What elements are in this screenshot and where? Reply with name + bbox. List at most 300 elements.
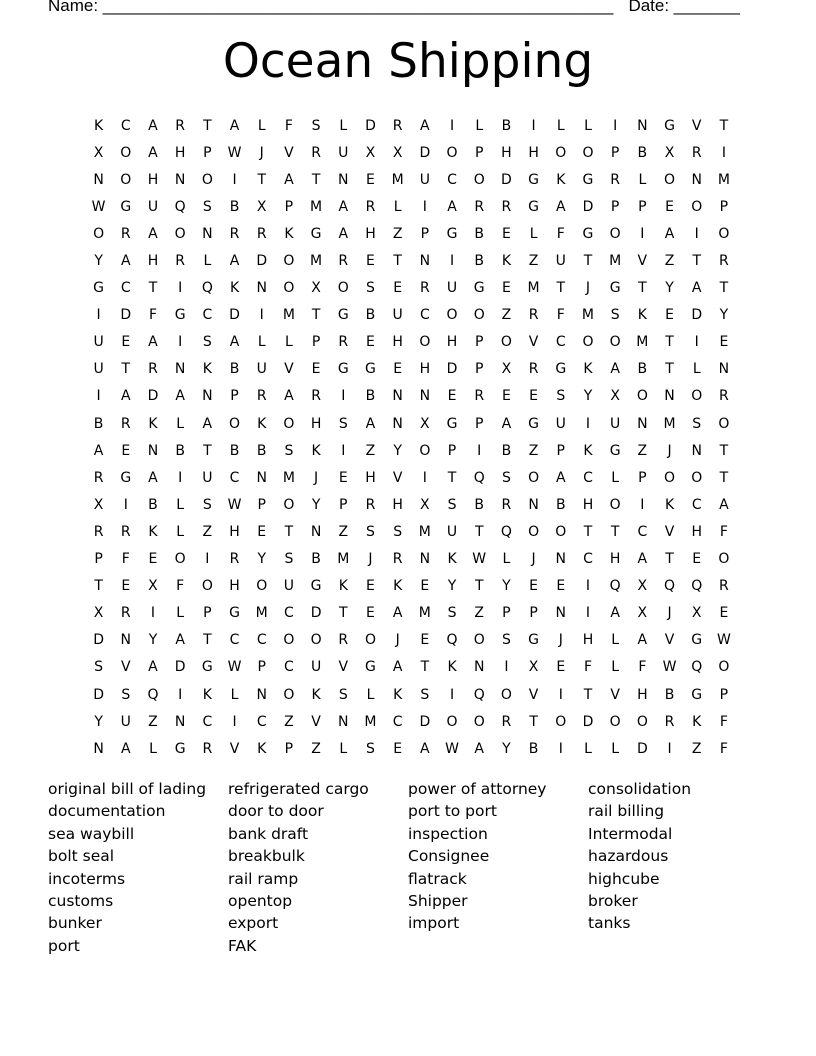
- grid-letter: N: [174, 171, 186, 188]
- grid-letter: K: [447, 659, 457, 676]
- word-list-item: export: [228, 914, 279, 933]
- grid-letter: N: [473, 659, 485, 676]
- grid-letter: S: [447, 496, 457, 513]
- grid-letter: N: [419, 253, 431, 270]
- grid-letter: E: [393, 280, 403, 297]
- grid-letter: Z: [148, 713, 158, 730]
- grid-letter: O: [174, 225, 186, 242]
- grid-letter: T: [719, 280, 729, 297]
- grid-letter: O: [528, 523, 540, 540]
- word-list-item: refrigerated cargo: [228, 780, 369, 798]
- grid-letter: A: [148, 117, 158, 134]
- grid-letter: M: [609, 253, 622, 270]
- grid-letter: G: [365, 361, 376, 378]
- grid-letter: I: [96, 388, 101, 405]
- grid-letter: H: [365, 469, 376, 486]
- word-list: [48, 778, 768, 957]
- grid-letter: O: [473, 307, 485, 324]
- grid-letter: E: [311, 361, 321, 378]
- word-list-item: breakbulk: [228, 847, 305, 866]
- grid-letter: B: [501, 117, 512, 134]
- grid-letter: A: [637, 632, 648, 649]
- grid-letter: H: [392, 496, 403, 513]
- grid-letter: L: [339, 117, 348, 134]
- grid-letter: R: [93, 523, 104, 540]
- grid-letter: H: [691, 523, 702, 540]
- grid-letter: Y: [393, 442, 402, 459]
- grid-letter: O: [473, 713, 485, 730]
- grid-letter: A: [284, 388, 294, 405]
- grid-letter: H: [147, 253, 159, 270]
- grid-letter: I: [558, 740, 563, 757]
- grid-letter: T: [203, 442, 212, 459]
- grid-letter: O: [283, 415, 295, 432]
- grid-letter: B: [93, 415, 104, 432]
- grid-letter: H: [582, 496, 594, 513]
- grid-letter: S: [692, 415, 702, 432]
- grid-letter: U: [610, 415, 621, 432]
- grid-letter: V: [664, 523, 675, 540]
- grid-letter: R: [528, 361, 539, 378]
- grid-letter: S: [366, 740, 375, 757]
- grid-letter: O: [718, 415, 730, 432]
- word-list-item: incoterms: [48, 869, 126, 888]
- grid-letter: U: [446, 523, 458, 540]
- grid-letter: D: [365, 117, 376, 134]
- grid-letter: Z: [501, 307, 512, 324]
- grid-letter: C: [202, 713, 213, 730]
- grid-letter: V: [120, 659, 131, 676]
- grid-letter: O: [446, 713, 458, 730]
- grid-letter: O: [256, 578, 268, 595]
- grid-letter: K: [229, 280, 240, 297]
- grid-letter: T: [203, 632, 212, 649]
- grid-letter: F: [121, 551, 130, 568]
- grid-letter: E: [393, 361, 403, 378]
- grid-letter: M: [418, 523, 431, 540]
- grid-letter: B: [229, 442, 240, 459]
- grid-letter: I: [694, 334, 699, 351]
- grid-letter: I: [96, 307, 101, 324]
- grid-letter: B: [148, 496, 158, 513]
- grid-letter: P: [94, 551, 103, 568]
- grid-letter: A: [637, 551, 648, 568]
- grid-letter: N: [637, 415, 648, 432]
- grid-letter: L: [584, 117, 592, 134]
- grid-letter: F: [583, 659, 592, 676]
- grid-letter: I: [585, 415, 591, 432]
- grid-letter: I: [232, 171, 237, 188]
- grid-letter: E: [719, 605, 729, 622]
- grid-letter: N: [310, 523, 322, 540]
- grid-letter: P: [420, 225, 430, 242]
- grid-letter: M: [310, 198, 323, 215]
- grid-letter: E: [420, 578, 430, 595]
- word-list-item: original bill of lading: [48, 780, 207, 798]
- grid-letter: A: [148, 144, 158, 161]
- grid-letter: X: [93, 605, 104, 622]
- grid-letter: C: [583, 551, 593, 568]
- grid-letter: A: [474, 740, 484, 757]
- grid-letter: P: [474, 144, 484, 161]
- grid-letter: K: [583, 442, 593, 459]
- grid-letter: T: [420, 659, 430, 676]
- grid-letter: G: [528, 632, 540, 649]
- grid-letter: J: [368, 551, 373, 568]
- grid-letter: N: [664, 388, 675, 405]
- grid-letter: L: [638, 171, 647, 188]
- grid-letter: F: [719, 713, 728, 730]
- grid-letter: N: [202, 388, 213, 405]
- grid-letter: E: [719, 334, 729, 351]
- grid-letter: H: [637, 686, 648, 703]
- grid-letter: E: [366, 334, 375, 351]
- grid-letter: G: [93, 280, 105, 297]
- grid-letter: X: [664, 144, 675, 161]
- grid-letter: C: [637, 523, 648, 540]
- grid-letter: P: [502, 605, 511, 622]
- grid-letter: Z: [284, 713, 294, 730]
- grid-letter: Q: [473, 469, 485, 486]
- grid-letter: D: [174, 659, 186, 676]
- grid-letter: L: [176, 523, 185, 540]
- grid-letter: T: [583, 253, 593, 270]
- grid-letter: V: [691, 117, 702, 134]
- grid-letter: O: [446, 144, 458, 161]
- grid-letter: R: [365, 198, 376, 215]
- grid-letter: K: [202, 361, 212, 378]
- grid-letter: L: [149, 740, 157, 757]
- grid-letter: U: [338, 144, 349, 161]
- grid-letter: M: [663, 415, 676, 432]
- grid-letter: Z: [528, 442, 539, 459]
- grid-letter: N: [637, 117, 648, 134]
- grid-letter: T: [692, 253, 701, 270]
- grid-letter: Q: [664, 578, 676, 595]
- grid-letter: D: [93, 632, 104, 649]
- grid-letter: I: [259, 307, 264, 324]
- word-list-item: customs: [48, 891, 114, 910]
- grid-letter: P: [719, 686, 729, 703]
- grid-letter: Y: [447, 578, 457, 595]
- grid-letter: O: [283, 280, 295, 297]
- grid-letter: L: [584, 740, 592, 757]
- grid-letter: Q: [500, 523, 512, 540]
- grid-letter: R: [528, 307, 539, 324]
- grid-letter: O: [201, 171, 213, 188]
- grid-letter: U: [93, 361, 104, 378]
- grid-letter: G: [609, 442, 621, 459]
- grid-letter: L: [611, 659, 620, 676]
- word-list-item: broker: [588, 891, 638, 910]
- grid-letter: I: [558, 686, 563, 703]
- grid-letter: R: [120, 415, 131, 432]
- grid-letter: R: [501, 198, 512, 215]
- grid-letter: X: [691, 605, 702, 622]
- grid-letter: E: [665, 198, 674, 215]
- grid-letter: Z: [311, 740, 321, 757]
- grid-letter: A: [148, 469, 158, 486]
- grid-letter: N: [174, 361, 186, 378]
- grid-letter: A: [691, 280, 702, 297]
- grid-letter: M: [418, 605, 431, 622]
- grid-letter: A: [420, 117, 430, 134]
- grid-letter: R: [392, 551, 403, 568]
- grid-letter: S: [338, 415, 348, 432]
- grid-letter: I: [585, 578, 591, 595]
- word-list-item: port: [48, 936, 80, 955]
- grid-letter: T: [719, 442, 729, 459]
- grid-letter: Y: [583, 388, 593, 405]
- grid-letter: L: [257, 117, 266, 134]
- grid-letter: O: [664, 171, 676, 188]
- grid-letter: N: [147, 442, 159, 459]
- grid-letter: P: [203, 144, 212, 161]
- grid-letter: R: [229, 225, 240, 242]
- word-list-item: Intermodal: [588, 824, 673, 843]
- grid-letter: Z: [474, 605, 485, 622]
- word-list-item: bolt seal: [48, 847, 115, 866]
- grid-letter: X: [365, 144, 376, 161]
- grid-letter: A: [719, 496, 729, 513]
- grid-letter: M: [581, 307, 595, 324]
- grid-letter: A: [365, 415, 376, 432]
- grid-letter: O: [582, 334, 594, 351]
- grid-letter: M: [391, 171, 404, 188]
- grid-letter: F: [176, 578, 185, 595]
- grid-letter: O: [609, 334, 621, 351]
- grid-letter: S: [501, 469, 511, 486]
- grid-letter: W: [716, 632, 731, 649]
- grid-letter: T: [203, 117, 212, 134]
- grid-letter: E: [257, 523, 267, 540]
- grid-letter: A: [148, 225, 158, 242]
- grid-letter: A: [392, 659, 403, 676]
- grid-letter: X: [501, 361, 512, 378]
- grid-letter: D: [582, 198, 594, 215]
- grid-letter: G: [528, 171, 540, 188]
- grid-letter: I: [232, 713, 237, 730]
- grid-letter: V: [338, 659, 349, 676]
- grid-letter: O: [500, 334, 512, 351]
- grid-letter: P: [203, 605, 212, 622]
- grid-letter: A: [664, 225, 675, 242]
- grid-letter: U: [555, 415, 566, 432]
- grid-letter: C: [229, 469, 240, 486]
- grid-letter: K: [202, 686, 212, 703]
- grid-letter: Z: [202, 523, 213, 540]
- grid-letter: X: [311, 280, 321, 297]
- grid-letter: N: [419, 551, 431, 568]
- grid-letter: O: [555, 523, 567, 540]
- grid-letter: E: [501, 280, 511, 297]
- grid-letter: W: [227, 659, 242, 676]
- grid-letter: L: [475, 117, 484, 134]
- grid-letter: A: [610, 605, 620, 622]
- grid-letter: V: [392, 469, 403, 486]
- grid-letter: R: [474, 198, 485, 215]
- grid-letter: M: [717, 171, 730, 188]
- word-list-item: import: [408, 914, 460, 933]
- grid-letter: S: [202, 334, 212, 351]
- grid-letter: G: [555, 361, 567, 378]
- grid-letter: J: [585, 280, 591, 297]
- grid-letter: N: [555, 551, 567, 568]
- grid-letter: D: [446, 361, 458, 378]
- grid-letter: R: [664, 713, 675, 730]
- grid-letter: Q: [473, 686, 485, 703]
- grid-letter: T: [583, 686, 593, 703]
- grid-letter: E: [366, 171, 375, 188]
- grid-letter: W: [445, 740, 459, 757]
- grid-letter: G: [310, 578, 322, 595]
- grid-letter: F: [148, 307, 157, 324]
- grid-letter: R: [120, 225, 131, 242]
- grid-letter: L: [556, 117, 565, 134]
- grid-letter: Y: [719, 307, 729, 324]
- grid-letter: U: [446, 280, 458, 297]
- grid-letter: O: [229, 415, 241, 432]
- grid-letter: A: [229, 117, 240, 134]
- grid-letter: P: [230, 388, 239, 405]
- grid-letter: H: [582, 632, 594, 649]
- grid-letter: I: [531, 117, 536, 134]
- grid-letter: G: [337, 307, 349, 324]
- grid-letter: X: [637, 605, 648, 622]
- grid-letter: F: [719, 740, 728, 757]
- grid-letter: L: [611, 740, 620, 757]
- grid-letter: Y: [311, 496, 321, 513]
- grid-letter: F: [556, 307, 565, 324]
- grid-letter: O: [283, 253, 295, 270]
- grid-letter: X: [256, 198, 267, 215]
- grid-letter: C: [447, 171, 457, 188]
- grid-letter: L: [529, 225, 538, 242]
- page-title: Ocean Shipping: [222, 34, 594, 89]
- grid-letter: P: [638, 469, 647, 486]
- grid-letter: A: [501, 415, 512, 432]
- grid-letter: I: [341, 388, 346, 405]
- grid-letter: B: [365, 388, 376, 405]
- grid-letter: P: [447, 442, 457, 459]
- grid-letter: N: [338, 171, 349, 188]
- grid-letter: N: [691, 442, 702, 459]
- grid-letter: B: [229, 198, 240, 215]
- grid-letter: R: [120, 605, 131, 622]
- grid-letter: F: [284, 117, 293, 134]
- word-list-item: Shipper: [408, 891, 468, 910]
- grid-letter: R: [175, 117, 186, 134]
- grid-letter: Q: [691, 659, 703, 676]
- grid-letter: S: [284, 442, 294, 459]
- grid-letter: I: [721, 144, 726, 161]
- grid-letter: O: [718, 659, 730, 676]
- grid-letter: H: [501, 144, 512, 161]
- grid-letter: R: [719, 253, 729, 270]
- grid-letter: A: [420, 740, 430, 757]
- grid-letter: K: [637, 307, 647, 324]
- grid-letter: C: [229, 632, 240, 649]
- grid-letter: I: [178, 469, 183, 486]
- grid-letter: T: [474, 578, 484, 595]
- grid-letter: I: [613, 117, 618, 134]
- grid-letter: R: [501, 713, 512, 730]
- grid-letter: B: [474, 253, 485, 270]
- grid-letter: E: [121, 578, 131, 595]
- grid-letter: O: [582, 144, 594, 161]
- grid-letter: T: [393, 253, 402, 270]
- grid-letter: K: [501, 253, 511, 270]
- grid-letter: R: [229, 551, 240, 568]
- grid-letter: R: [202, 740, 213, 757]
- grid-letter: C: [284, 605, 294, 622]
- grid-letter: A: [175, 632, 185, 649]
- grid-letter: X: [610, 388, 620, 405]
- grid-letter: O: [283, 686, 295, 703]
- grid-letter: T: [94, 578, 103, 595]
- grid-letter: E: [338, 469, 348, 486]
- grid-letter: V: [637, 253, 648, 270]
- grid-letter: I: [178, 686, 183, 703]
- grid-letter: G: [337, 361, 349, 378]
- grid-letter: O: [473, 632, 485, 649]
- grid-letter: P: [610, 144, 620, 161]
- grid-letter: Y: [94, 253, 103, 270]
- grid-letter: R: [120, 523, 131, 540]
- grid-letter: Q: [609, 578, 621, 595]
- grid-letter: K: [338, 578, 348, 595]
- grid-letter: V: [664, 632, 675, 649]
- grid-letter: B: [365, 307, 376, 324]
- grid-letter: C: [120, 280, 131, 297]
- grid-letter: D: [256, 253, 268, 270]
- grid-letter: L: [176, 605, 185, 622]
- grid-letter: G: [120, 198, 132, 215]
- grid-letter: L: [203, 253, 212, 270]
- grid-letter: D: [120, 307, 132, 324]
- grid-letter: T: [257, 171, 266, 188]
- grid-letter: I: [640, 496, 645, 513]
- grid-letter: R: [148, 361, 158, 378]
- grid-letter: N: [202, 225, 213, 242]
- grid-letter: K: [393, 578, 403, 595]
- grid-letter: L: [502, 551, 511, 568]
- grid-letter: A: [175, 388, 185, 405]
- grid-letter: B: [664, 686, 675, 703]
- grid-letter: R: [175, 253, 186, 270]
- grid-letter: T: [583, 523, 593, 540]
- grid-letter: D: [93, 686, 104, 703]
- grid-letter: X: [420, 415, 430, 432]
- grid-letter: O: [364, 632, 376, 649]
- grid-letter: A: [202, 415, 213, 432]
- grid-letter: A: [120, 253, 131, 270]
- grid-letter: D: [419, 713, 431, 730]
- grid-letter: B: [311, 551, 321, 568]
- grid-letter: E: [665, 307, 674, 324]
- grid-letter: G: [528, 198, 540, 215]
- grid-letter: A: [555, 198, 566, 215]
- grid-letter: W: [472, 551, 487, 568]
- grid-letter: O: [473, 171, 485, 188]
- grid-letter: G: [201, 659, 213, 676]
- grid-letter: A: [284, 171, 294, 188]
- grid-letter: O: [93, 225, 105, 242]
- grid-letter: M: [527, 280, 540, 297]
- grid-letter: X: [392, 144, 403, 161]
- grid-letter: Z: [365, 442, 376, 459]
- grid-letter: J: [395, 632, 400, 649]
